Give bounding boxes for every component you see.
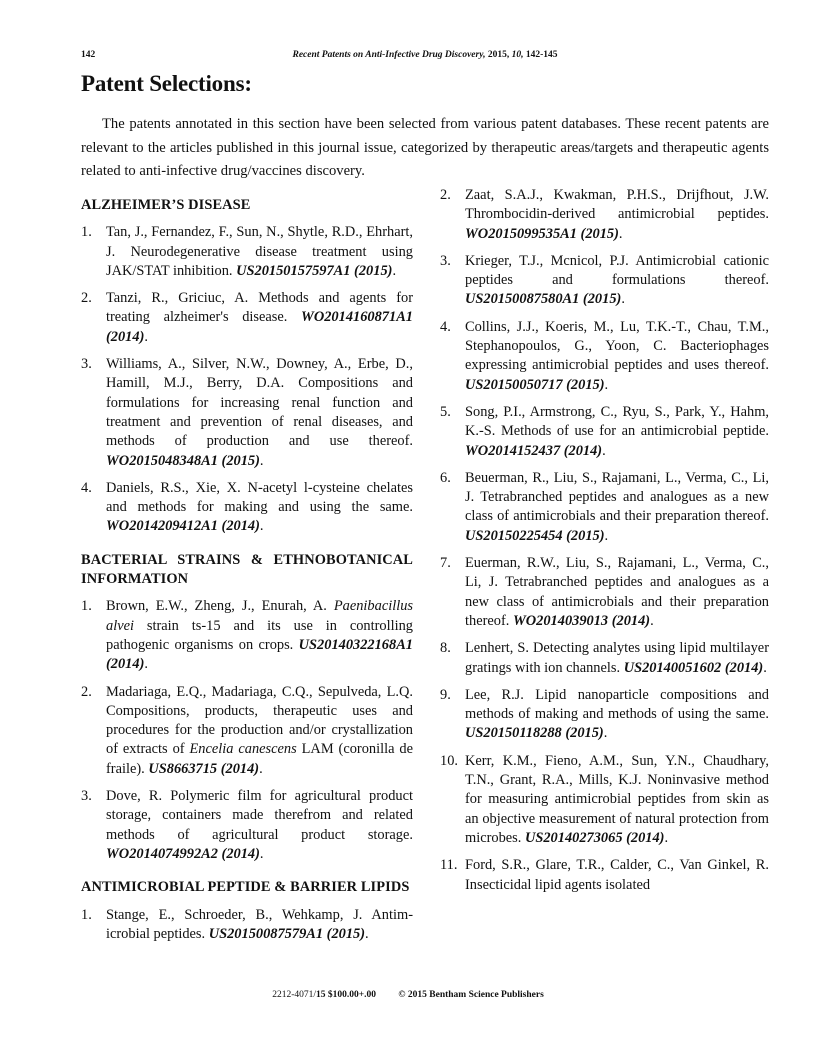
patent-number: US20150050717 (2015) bbox=[465, 376, 605, 393]
copyright: © 2015 Bentham Science Publishers bbox=[398, 990, 544, 1000]
patent-number: WO2014074992A2 (2014) bbox=[106, 845, 260, 862]
entry-text: Song, P.I., Armstrong, C., Ryu, S., Park, Y., Hahm, K.-S. Methods of use for an antimicrobial peptide. bbox=[465, 403, 769, 440]
patent-number: US20150225454 (2015) bbox=[465, 527, 605, 544]
patent-entry: 10. Kerr, K.M., Fieno, A.M., Sun, Y.N., Chaudhary, T.N., Grant, R.A., Mills, K.J. Noninvasive method for measuring antimicrobial peptides from skin as an objective measurement of natural protection from microbes. US20140273065 (2014). bbox=[440, 752, 769, 846]
patent-entry: 4. Daniels, R.S., Xie, X. N-acetyl l-cysteine chelates and methods for making and using the same. WO2014209412A1 (2014). bbox=[81, 479, 413, 535]
patent-number: US20150118288 (2015) bbox=[465, 725, 604, 742]
patent-number: US8663715 (2014) bbox=[148, 760, 260, 777]
entry-text: Dove, R. Polymeric film for agricultural product storage, containers made therefrom and related methods of agricultural product storage. bbox=[106, 788, 413, 843]
entry-number: 1. bbox=[81, 906, 92, 923]
patent-entry: 2. Tanzi, R., Griciuc, A. Methods and agents for treating alzheimer's disease. WO2014160871A1 (2014). bbox=[81, 290, 413, 345]
issn: 2212-4071/ bbox=[272, 990, 316, 1000]
entry-number: 6. bbox=[440, 469, 451, 486]
journal-volume: 10, bbox=[511, 50, 524, 60]
entry-text: Williams, A., Silver, N.W., Downey, A., Erbe, D., Hamill, M.J., Berry, D.A. Compositions and formulations for increasing renal function and treatment and prevention of renal diseases, and methods of production and use thereof. bbox=[106, 356, 413, 450]
entry-text: Daniels, R.S., Xie, X. N-acetyl l-cysteine chelates and methods for making and using the same. bbox=[106, 479, 413, 516]
antimicrobial-patent-list-part2 bbox=[440, 186, 769, 895]
patent-number: WO2015048348A1 (2015) bbox=[106, 452, 260, 469]
entry-number: 5. bbox=[440, 403, 451, 420]
patent-number: WO2014209412A1 (2014) bbox=[106, 518, 260, 535]
entry-number: 3. bbox=[81, 788, 92, 805]
patent-entry: 4. Collins, J.J., Koeris, M., Lu, T.K.-T., Chau, T.M., Stephanopoulos, G., Yoon, C. Bacteriophages expressing antimicrobial peptides and uses thereof. US20150050717 (2015). bbox=[440, 318, 769, 393]
alzheimers-patent-list bbox=[81, 223, 413, 536]
page-number: 142 bbox=[81, 50, 96, 60]
entry-text: strain ts-15 and its use in controlling pathogenic organisms on crops. bbox=[106, 617, 413, 653]
patent-number: US20150087580A1 (2015) bbox=[465, 291, 622, 308]
entry-text: Brown, E.W., Zheng, J., Enurah, A. bbox=[106, 598, 334, 615]
patent-entry: 3. Krieger, T.J., Mcnicol, P.J. Antimicrobial cationic peptides and formulations thereof. US20150087580A1 (2015). bbox=[440, 252, 769, 308]
patent-entry: 3. Dove, R. Polymeric film for agricultural product storage, containers made therefrom and related methods of agricultural product storage. WO2014074992A2 (2014). bbox=[81, 788, 413, 862]
entry-number: 2. bbox=[81, 290, 92, 307]
section-heading-bacterial-strains: BACTERIAL STRAINS & ETHNOBOTANICAL INFORMATION bbox=[81, 551, 413, 588]
entry-number: 1. bbox=[81, 598, 92, 615]
entry-number: 2. bbox=[440, 187, 451, 203]
patent-entry: 5. Song, P.I., Armstrong, C., Ryu, S., Park, Y., Hahm, K.-S. Methods of use for an antimicrobial peptide. WO2014152437 (2014). bbox=[440, 403, 769, 459]
entry-number: 4. bbox=[81, 479, 92, 496]
price: $100.00+.00 bbox=[327, 990, 377, 1000]
entry-number: 7. bbox=[440, 555, 451, 572]
journal-year: 2015, bbox=[487, 50, 510, 60]
patent-entry: 1. Brown, E.W., Zheng, J., Enurah, A. Paenibacillus alvei strain ts-15 and its use in controlling pathogenic organisms on crops. US20140322168A1 (2014). bbox=[81, 598, 413, 673]
patent-entry: 1. Stange, E., Schroeder, B., Wehkamp, J. Antimicrobial peptides. US20150087579A1 (2015). bbox=[81, 906, 413, 942]
journal-citation bbox=[81, 48, 769, 62]
patent-entry: 6. Beuerman, R., Liu, S., Rajamani, L., Verma, C., Li, J. Tetrabranched peptides and analogues as a new class of antimicrobials and their preparation thereof. US20150225454 (2015). bbox=[440, 469, 769, 544]
patent-entry: 2. Madariaga, E.Q., Madariaga, C.Q., Sepulveda, L.Q. Compositions, products, therapeutic uses and procedures for the production and/or crystallization of extracts of Encelia canescens LAM (coronilla de fraile). US8663715 (2014). bbox=[81, 683, 413, 777]
section-heading-antimicrobial-peptide: ANTIMICROBIAL PEPTIDE & BARRIER LIPIDS bbox=[81, 879, 410, 896]
journal-pages: 142-145 bbox=[525, 50, 558, 60]
patent-entry: 9. Lee, R.J. Lipid nanoparticle compositions and methods of making and methods of using the same. US20150118288 (2015). bbox=[440, 686, 769, 742]
page-title: Patent Selections: bbox=[81, 71, 252, 96]
entry-text: Kerr, K.M., Fieno, A.M., Sun, Y.N., Chaudhary, T.N., Grant, R.A., Mills, K.J. Noninvasive method for measuring antimicrobial peptides from skin as an objective measurement of natural protection from microbes. bbox=[465, 752, 769, 846]
patent-entry: 1. Tan, J., Fernandez, F., Sun, N., Shytle, R.D., Ehrhart, J. Neurodegenerative disease treatment using JAK/STAT inhibition. US20150157597A1 (2015). bbox=[81, 224, 413, 279]
patent-entry: 2. Zaat, S.A.J., Kwakman, P.H.S., Drijfhout, J.W. Thrombocidin-derived antimicrobial peptides. WO2015099535A1 (2015). bbox=[440, 187, 769, 242]
patent-number: US20140051602 (2014) bbox=[623, 659, 764, 676]
patent-entry: 3. Williams, A., Silver, N.W., Downey, A., Erbe, D., Hamill, M.J., Berry, D.A. Compositions and formulations for increasing renal function and treatment and prevention of renal diseases, and methods of production and use thereof. WO2015048348A1 (2015). bbox=[81, 356, 413, 469]
entry-text: Lenhert, S. Detecting analytes using lipid multilayer gratings with ion channels. bbox=[465, 640, 769, 676]
entry-text: Ford, S.R., Glare, T.R., Calder, C., Van Ginkel, R. Insecticidal lipid agents isolated bbox=[465, 857, 769, 893]
entry-number: 2. bbox=[81, 683, 92, 700]
patent-number: US20150087579A1 (2015) bbox=[208, 925, 366, 942]
entry-text: Beuerman, R., Liu, S., Rajamani, L., Verma, C., Li, J. Tetrabranched peptides and analogues as a new class of antimicrobials and their preparation thereof. bbox=[465, 469, 769, 525]
entry-number: 8. bbox=[440, 640, 451, 657]
entry-text: Tan, J., Fernandez, F., Sun, N., Shytle, R.D., Ehrhart, J. Neurodegenerative disease treatment using JAK/STAT inhibition. bbox=[106, 224, 413, 279]
entry-number: 11. bbox=[440, 857, 458, 874]
issn-year: 15 bbox=[316, 990, 326, 1000]
patent-number: WO2014160871A1 (2014) bbox=[106, 309, 413, 345]
running-head bbox=[81, 48, 769, 62]
entry-text: Collins, J.J., Koeris, M., Lu, T.K.-T., Chau, T.M., Stephanopoulos, G., Yoon, C. Bacteriophages expressing antimicrobial peptides and uses thereof. bbox=[465, 318, 769, 374]
patent-entry: 7. Euerman, R.W., Liu, S., Rajamani, L., Verma, C., Li, J. Tetrabranched peptides and analogues as a new class of antimicrobials and their preparation thereof. WO2014039013 (2014). bbox=[440, 555, 769, 629]
entry-text: Tanzi, R., Griciuc, A. Methods and agents for treating alzheimer's disease. bbox=[106, 290, 413, 326]
entry-number: 3. bbox=[81, 356, 92, 373]
entry-number: 10. bbox=[440, 752, 458, 769]
patent-number: US20140322168A1 (2014) bbox=[106, 636, 413, 673]
species-name: Paenibacillus alvei bbox=[106, 598, 413, 634]
left-column bbox=[81, 196, 413, 952]
entry-number: 4. bbox=[440, 318, 451, 335]
patent-entry: 8. Lenhert, S. Detecting analytes using lipid multilayer gratings with ion channels. US20140051602 (2014). bbox=[440, 640, 769, 676]
entry-text: Zaat, S.A.J., Kwakman, P.H.S., Drijfhout, J.W. Thrombocidin-derived antimicrobial peptides. bbox=[465, 187, 769, 223]
species-name: Encelia canescens bbox=[189, 741, 297, 758]
patent-number: US20140273065 (2014) bbox=[524, 829, 665, 846]
patent-entry bbox=[440, 856, 769, 895]
entry-text: Madariaga, E.Q., Madariaga, C.Q., Sepulveda, L.Q. Compositions, products, therapeutic uses and procedures for the production and/or crystallization of extracts of bbox=[106, 683, 413, 758]
entry-text: LAM (coronilla de fraile). bbox=[106, 741, 413, 777]
section-heading-alzheimers: ALZHEIMER’S DISEASE bbox=[81, 197, 251, 213]
entry-number: 3. bbox=[440, 252, 451, 269]
patent-number: WO2015099535A1 (2015) bbox=[465, 225, 619, 242]
entry-number: 1. bbox=[81, 224, 92, 241]
issn-price bbox=[272, 990, 376, 1000]
entry-text: Euerman, R.W., Liu, S., Rajamani, L., Verma, C., Li, J. Tetrabranched peptides and analogues as a new class of antimicrobials and their preparation thereof. bbox=[465, 555, 769, 629]
right-column bbox=[440, 186, 769, 903]
page-footer bbox=[0, 990, 816, 1000]
entry-text: Krieger, T.J., Mcnicol, P.J. Antimicrobial cationic peptides and formulations thereof. bbox=[465, 252, 769, 289]
patent-number: US20150157597A1 (2015) bbox=[236, 262, 393, 279]
journal-name: Recent Patents on Anti-Infective Drug Discovery, bbox=[292, 50, 486, 60]
bacterial-strains-patent-list bbox=[81, 597, 413, 864]
patent-number: WO2014152437 (2014) bbox=[465, 442, 603, 459]
antimicrobial-patent-list-part1 bbox=[81, 906, 413, 945]
entry-text: Stange, E., Schroeder, B., Wehkamp, J. Antimicrobial peptides. bbox=[106, 906, 413, 942]
patent-number: WO2014039013 (2014) bbox=[512, 612, 651, 629]
entry-number: 9. bbox=[440, 686, 451, 703]
intro-paragraph: The patents annotated in this section have been selected from various patent databases. These recent patents are relevant to the articles published in this journal issue, categorized by therapeutic areas/targets and therapeutic agents related to anti-infective drug/vaccines discovery. bbox=[81, 116, 769, 179]
entry-text: Lee, R.J. Lipid nanoparticle compositions and methods of making and methods of using the same. bbox=[465, 686, 769, 723]
